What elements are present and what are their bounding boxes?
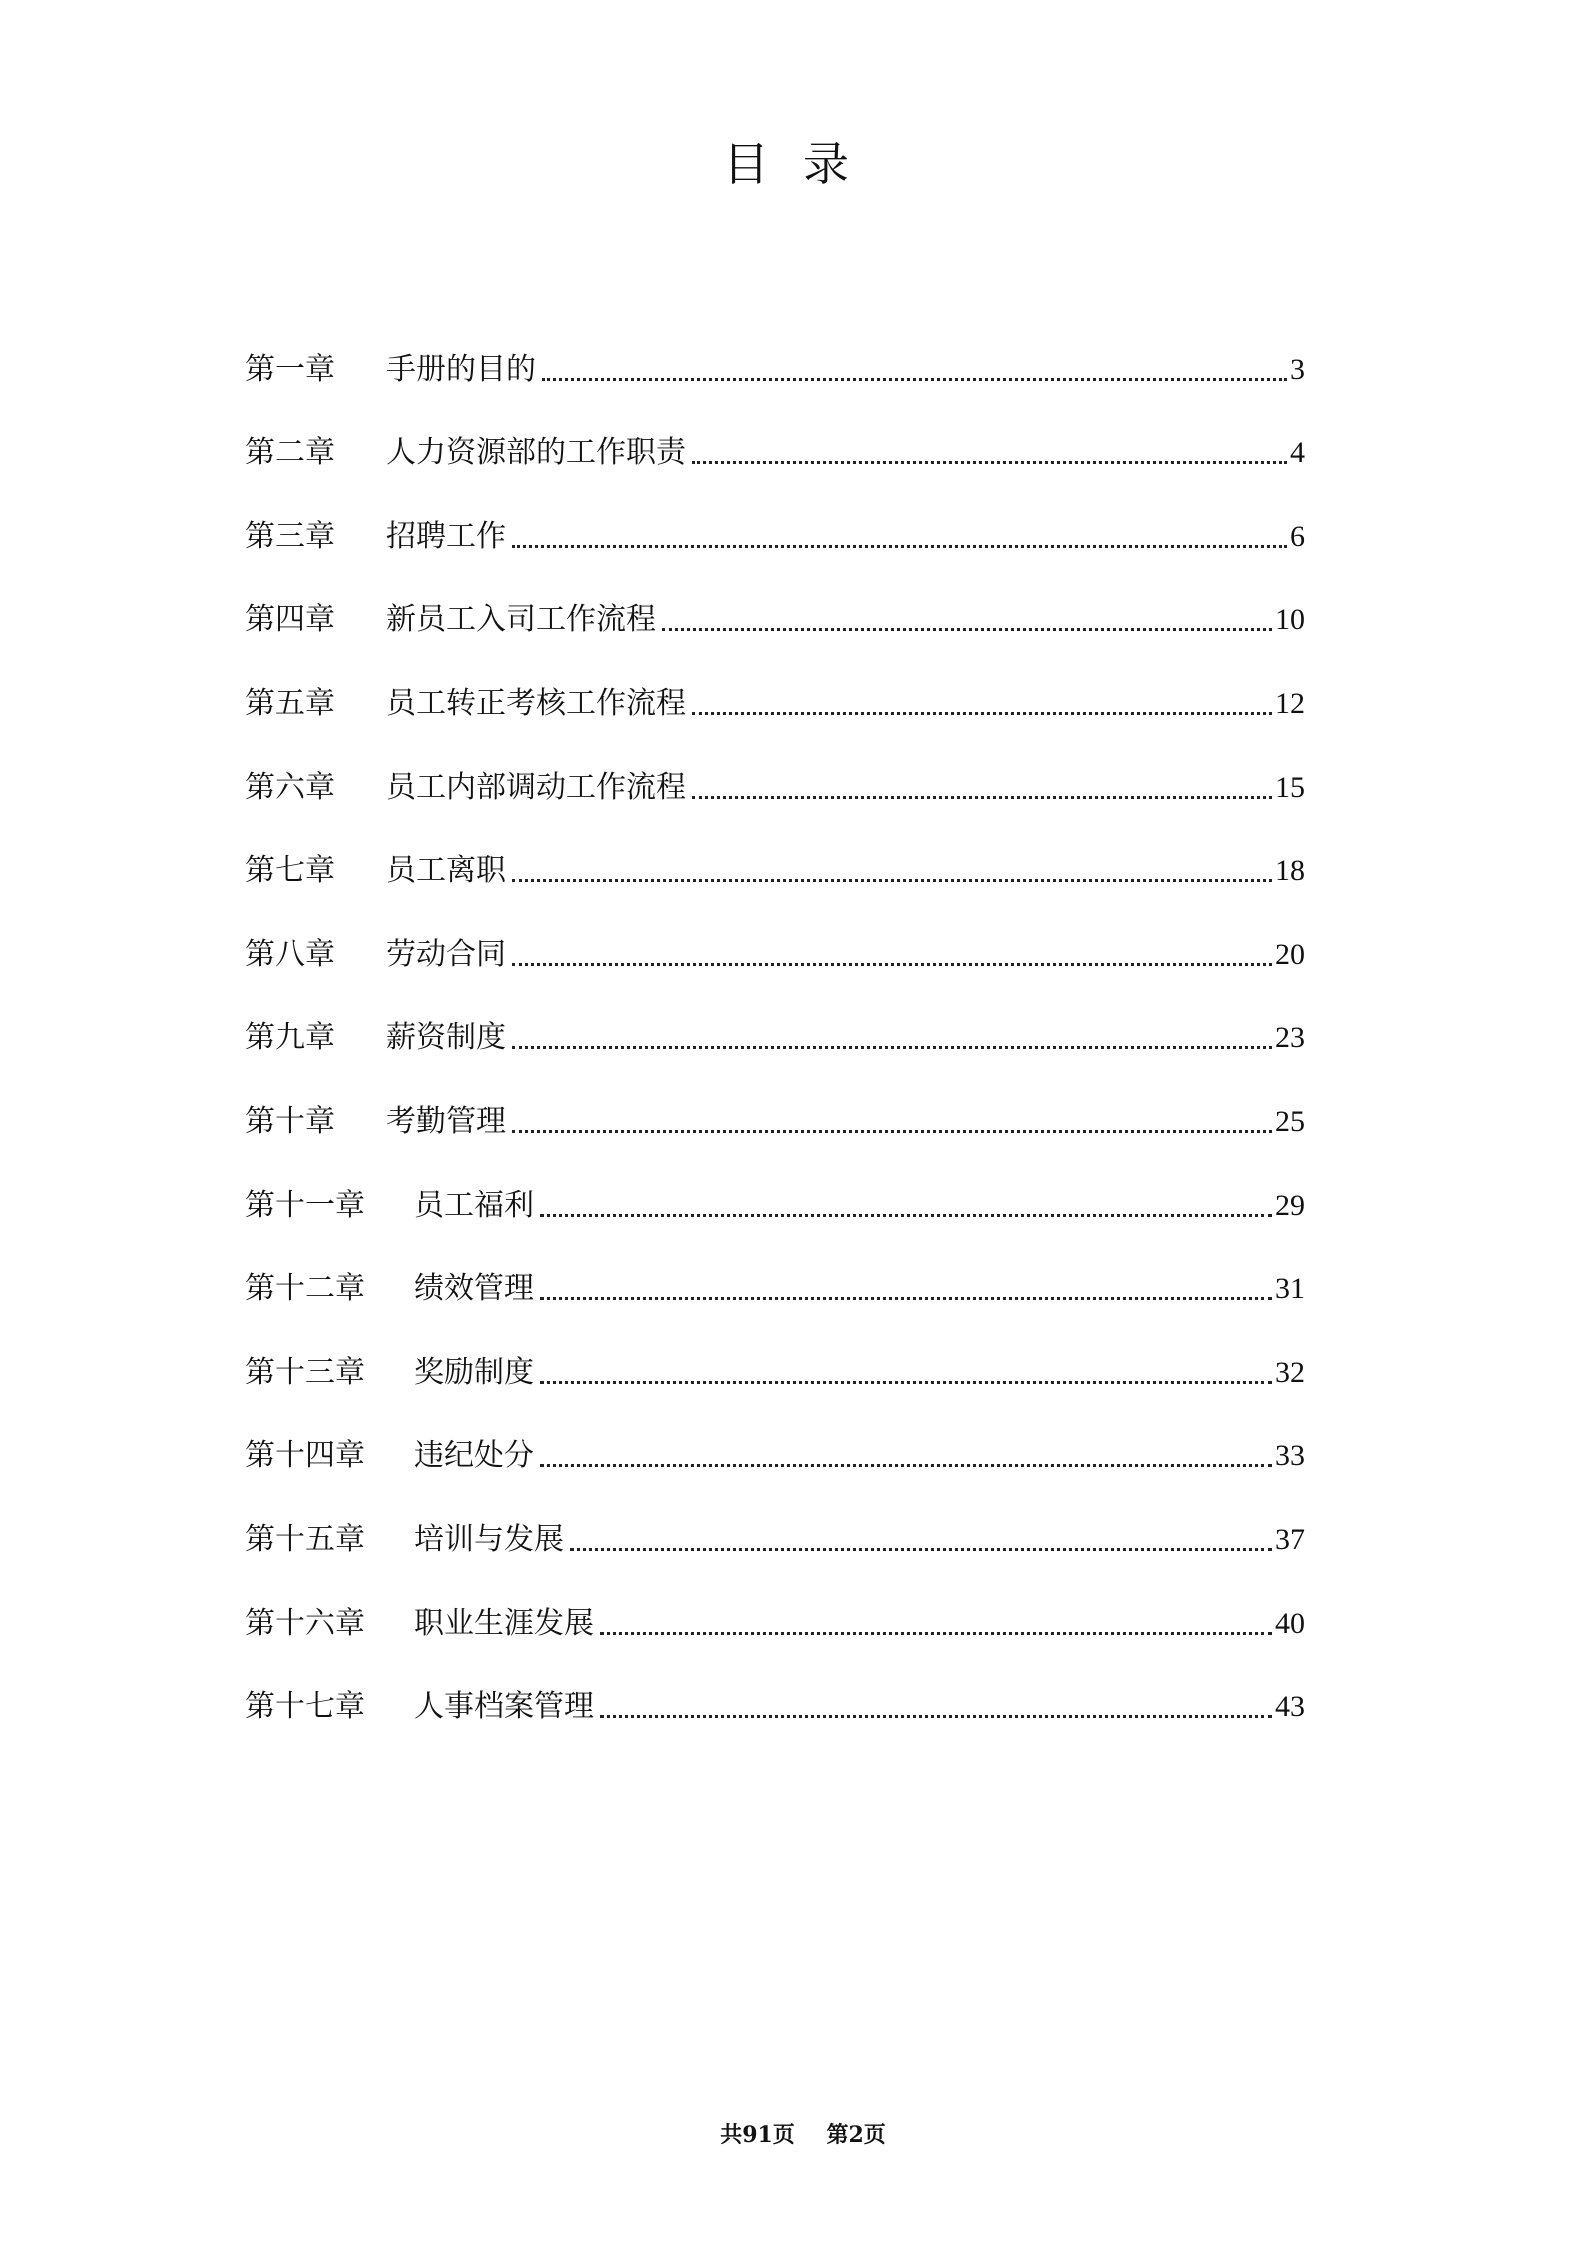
chapter-number: 第六章 <box>245 769 335 805</box>
chapter-number: 第七章 <box>245 853 335 889</box>
chapter-title: 考勤管理 <box>386 1103 506 1139</box>
page-number: 10 <box>1275 603 1305 637</box>
chapter-title: 员工转正考核工作流程 <box>386 685 686 721</box>
current-page: 第2页 <box>826 2122 886 2148</box>
toc-entry[interactable] <box>245 640 1305 724</box>
chapter-number: 第四章 <box>245 602 335 638</box>
dot-leader <box>542 378 1287 381</box>
toc-entry[interactable] <box>245 1476 1305 1560</box>
toc-entry[interactable] <box>245 808 1305 892</box>
chapter-title: 手册的目的 <box>386 351 536 387</box>
dot-leader <box>540 1297 1272 1300</box>
dot-leader <box>540 1214 1272 1217</box>
page-number: 15 <box>1275 770 1305 804</box>
chapter-number: 第五章 <box>245 685 335 721</box>
toc-entry[interactable] <box>245 557 1305 641</box>
page-footer <box>0 2118 1586 2149</box>
toc-entry[interactable] <box>245 473 1305 557</box>
chapter-number: 第十章 <box>245 1103 335 1139</box>
chapter-title: 违纪处分 <box>414 1438 534 1474</box>
toc-entry[interactable] <box>245 1058 1305 1142</box>
dot-leader <box>600 1715 1272 1718</box>
chapter-title: 培训与发展 <box>414 1521 564 1557</box>
page-number: 31 <box>1275 1272 1305 1306</box>
chapter-number: 第二章 <box>245 435 335 471</box>
toc-entry[interactable] <box>245 1226 1305 1310</box>
page-number: 29 <box>1275 1188 1305 1222</box>
page-number: 40 <box>1275 1606 1305 1640</box>
dot-leader <box>512 1046 1272 1049</box>
total-pages: 共91页 <box>720 2122 795 2148</box>
chapter-title: 新员工入司工作流程 <box>386 602 656 638</box>
page-number: 6 <box>1290 519 1305 553</box>
chapter-title: 员工福利 <box>414 1187 534 1223</box>
toc-entry[interactable] <box>245 1309 1305 1393</box>
table-of-contents <box>245 306 1305 1727</box>
page-number: 20 <box>1275 937 1305 971</box>
dot-leader <box>540 1381 1272 1384</box>
chapter-title: 人力资源部的工作职责 <box>386 435 686 471</box>
chapter-title: 员工离职 <box>386 853 506 889</box>
dot-leader <box>692 461 1287 464</box>
chapter-title: 职业生涯发展 <box>414 1605 594 1641</box>
page-number: 33 <box>1275 1439 1305 1473</box>
toc-entry[interactable] <box>245 1560 1305 1644</box>
chapter-number: 第三章 <box>245 518 335 554</box>
chapter-title: 绩效管理 <box>414 1271 534 1307</box>
toc-entry[interactable] <box>245 724 1305 808</box>
chapter-number: 第十六章 <box>245 1605 365 1641</box>
page-number: 23 <box>1275 1021 1305 1055</box>
chapter-number: 第十三章 <box>245 1354 365 1390</box>
chapter-number: 第十二章 <box>245 1271 365 1307</box>
chapter-title: 奖励制度 <box>414 1354 534 1390</box>
chapter-title: 薪资制度 <box>386 1020 506 1056</box>
chapter-title: 招聘工作 <box>386 518 506 554</box>
page-number: 37 <box>1275 1522 1305 1556</box>
page-number: 32 <box>1275 1355 1305 1389</box>
page-number: 12 <box>1275 686 1305 720</box>
page-number: 3 <box>1290 352 1305 386</box>
toc-entry[interactable] <box>245 891 1305 975</box>
dot-leader <box>692 796 1272 799</box>
dot-leader <box>512 879 1272 882</box>
dot-leader <box>540 1464 1272 1467</box>
dot-leader <box>570 1548 1272 1551</box>
page-number: 4 <box>1290 436 1305 470</box>
page-number: 43 <box>1275 1690 1305 1724</box>
dot-leader <box>512 1130 1272 1133</box>
page-number: 18 <box>1275 854 1305 888</box>
chapter-title: 人事档案管理 <box>414 1689 594 1725</box>
chapter-number: 第八章 <box>245 936 335 972</box>
toc-entry[interactable] <box>245 1142 1305 1226</box>
toc-entry[interactable] <box>245 1393 1305 1477</box>
chapter-number: 第一章 <box>245 351 335 387</box>
page-number: 25 <box>1275 1104 1305 1138</box>
chapter-number: 第十四章 <box>245 1438 365 1474</box>
dot-leader <box>692 712 1272 715</box>
dot-leader <box>512 963 1272 966</box>
toc-entry[interactable] <box>245 306 1305 390</box>
toc-entry[interactable] <box>245 1644 1305 1728</box>
chapter-number: 第十一章 <box>245 1187 365 1223</box>
chapter-title: 员工内部调动工作流程 <box>386 769 686 805</box>
toc-entry[interactable] <box>245 390 1305 474</box>
page-title: 目录 <box>723 137 883 191</box>
dot-leader <box>600 1632 1272 1635</box>
chapter-title: 劳动合同 <box>386 936 506 972</box>
chapter-number: 第九章 <box>245 1020 335 1056</box>
dot-leader <box>662 628 1272 631</box>
dot-leader <box>512 545 1287 548</box>
chapter-number: 第十五章 <box>245 1521 365 1557</box>
toc-entry[interactable] <box>245 975 1305 1059</box>
chapter-number: 第十七章 <box>245 1689 365 1725</box>
